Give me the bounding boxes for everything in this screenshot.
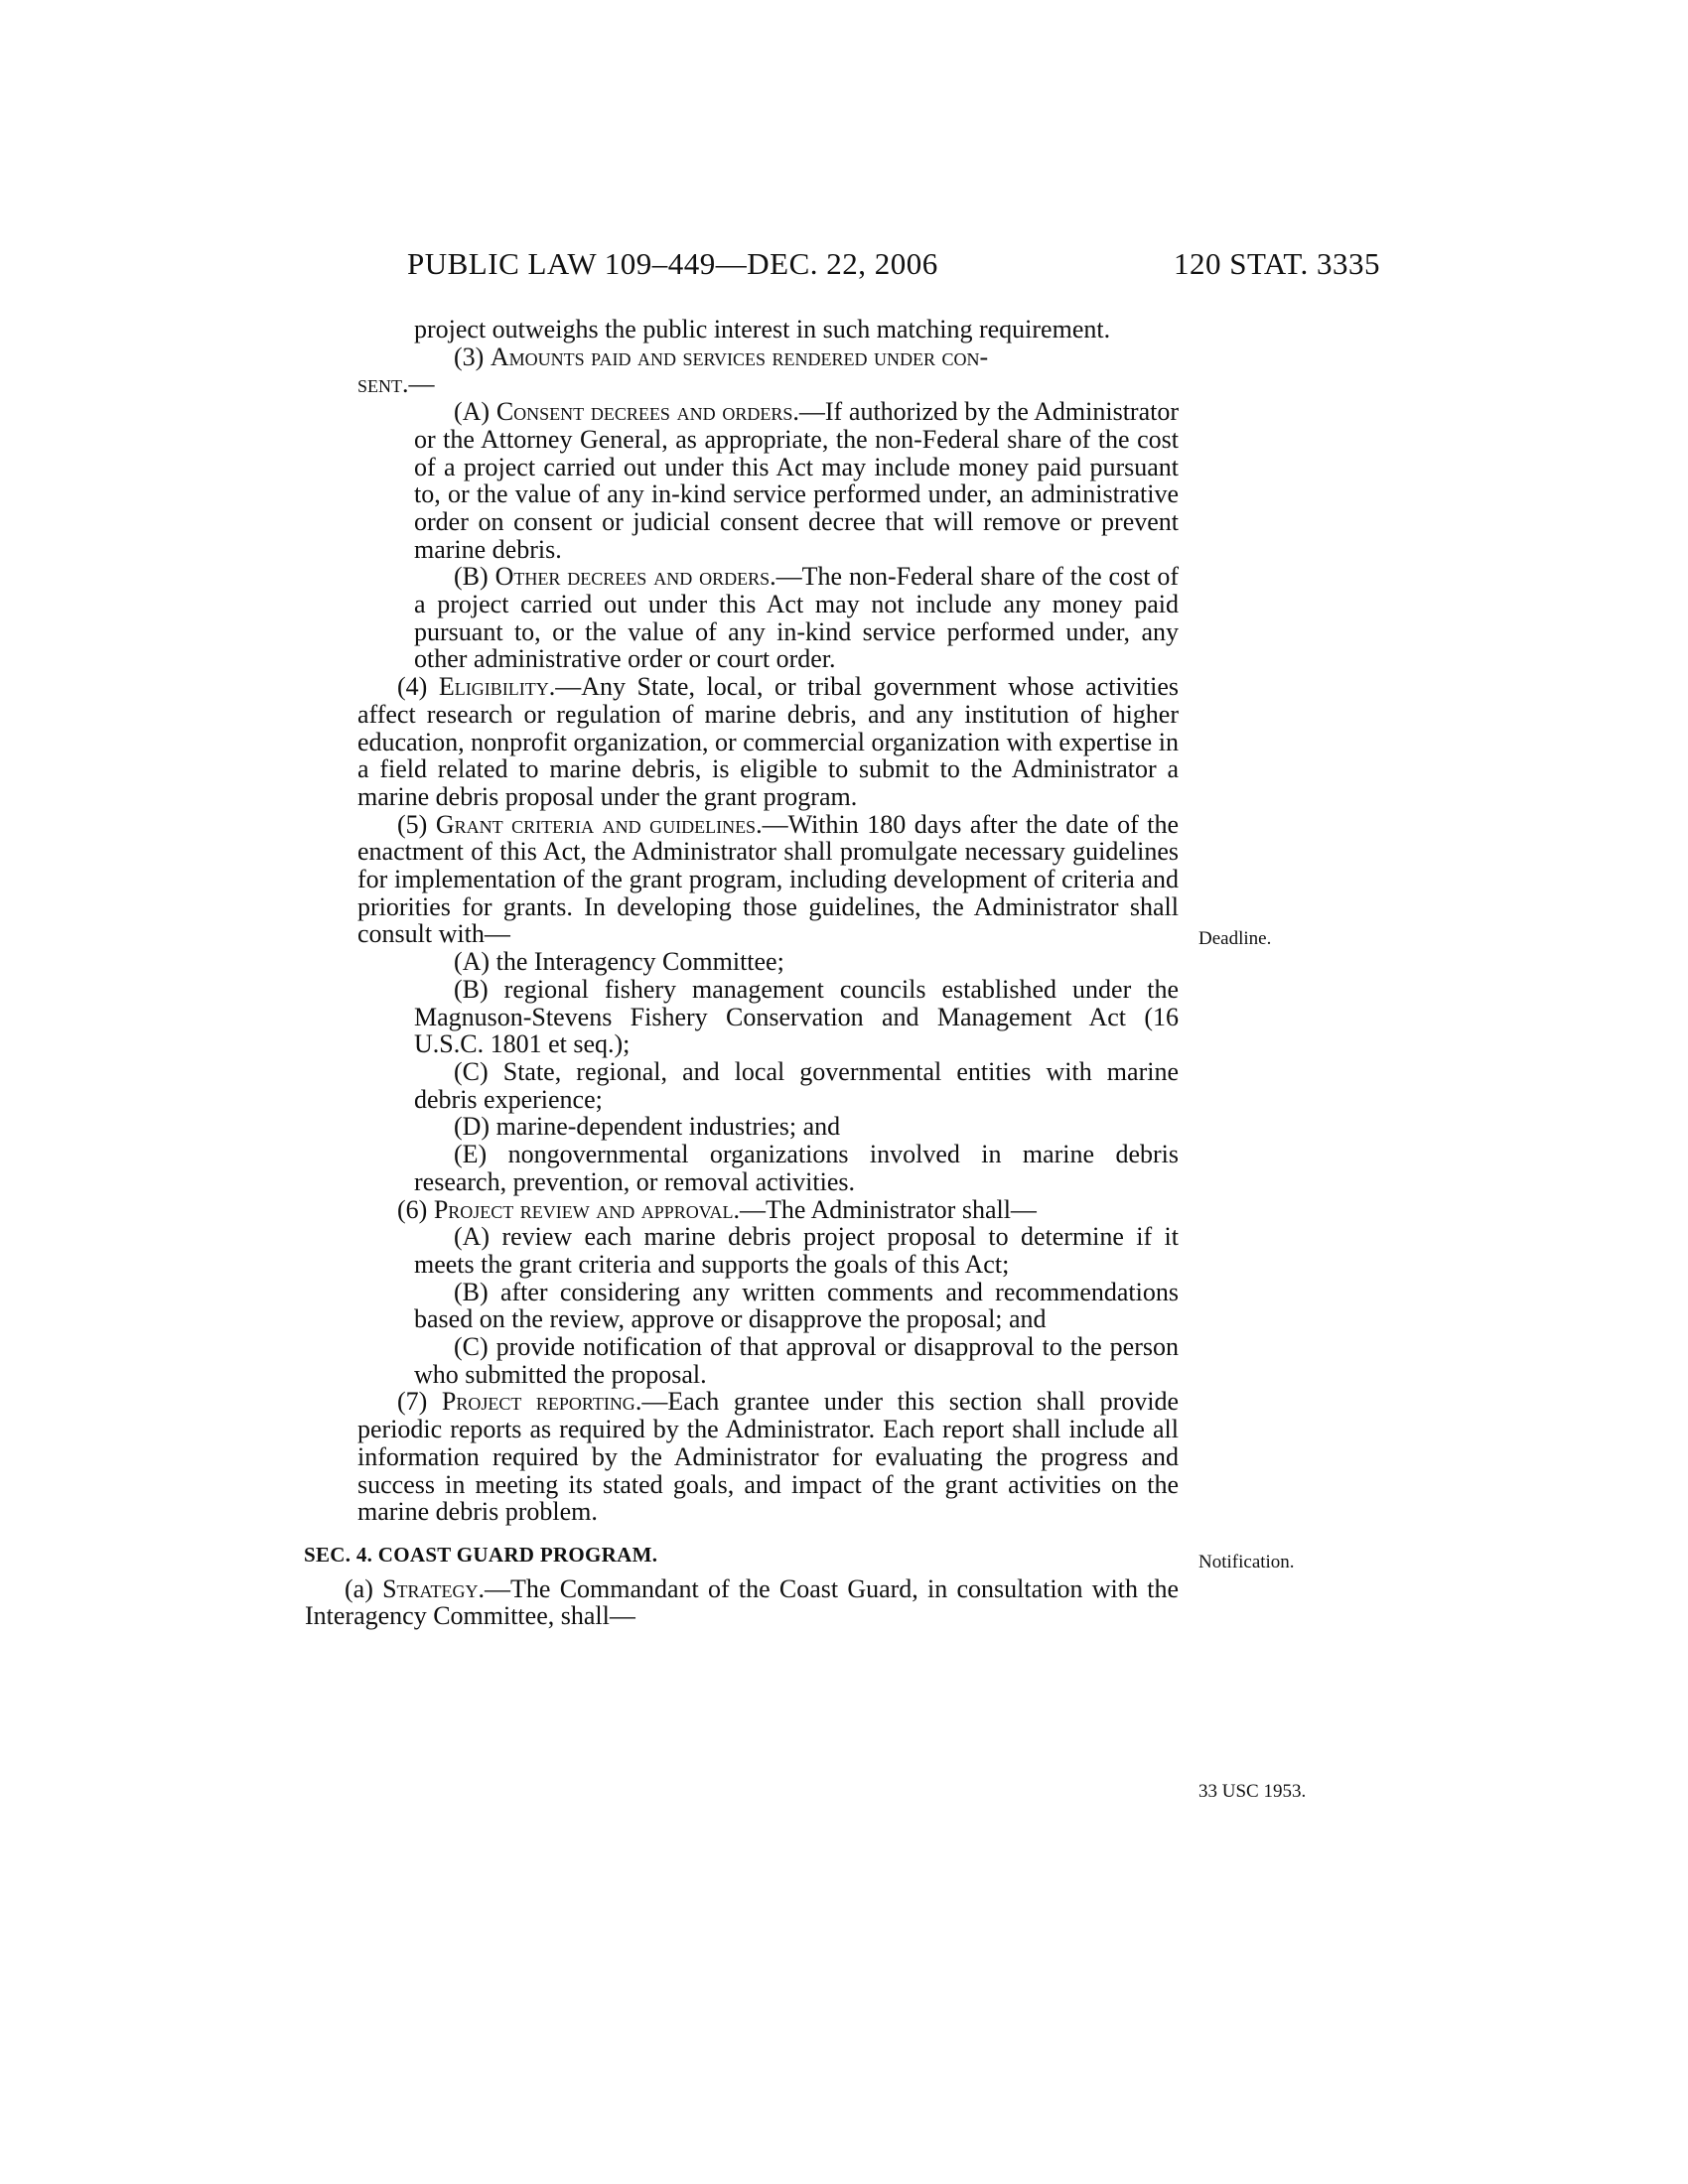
paragraph-3B: (B) Other decrees and orders.—The non-Federal share of the cost of a project carried out under this Act may not include any money paid pursuant to, or the value of any in-kind service performed under, any other administrative order or court order. <box>414 562 1179 674</box>
paragraph-5: (5) Grant criteria and guidelines.—Within 180 days after the date of the enactment of this Act, the Administrator shall promulgate necessary guidelines for implementation of the grant program, including development of criteria and priorities for grants. In developing those guidelines, the Administrator shall consult with— <box>357 809 1180 949</box>
paragraph-5C: (C) State, regional, and local governmental entities with marine debris experience; <box>414 1056 1179 1114</box>
paragraph-3A: (A) Consent decrees and orders.—If authorized by the Administrator or the Attorney General, as appropriate, the non-Federal share of the cost of a project carried out under this Act may include money paid pursuant to, or the value of any in-kind service performed under, an administrative order on consent or judicial consent decree that will remove or prevent marine debris. <box>414 397 1180 564</box>
margin-note-notification: Notification. <box>1198 1552 1295 1572</box>
paragraph-3-heading-cont: sent.— <box>357 369 435 399</box>
page-header <box>407 246 1380 286</box>
subsection-a: (a) Strategy.—The Commandant of the Coast Guard, in consultation with the Interagency Committee, shall— <box>305 1573 1179 1631</box>
paragraph-7: (7) Project reporting.—Each grantee under this section shall provide periodic reports as required by the Administrator. Each report shall include all information required by the Administrator for evaluating the progress and success in meeting its stated goals, and impact of the grant activities on the marine debris problem. <box>357 1387 1179 1527</box>
paragraph-7-heading: Project reporting <box>441 1387 635 1417</box>
header-citation: PUBLIC LAW 109–449—DEC. 22, 2006 <box>407 246 938 281</box>
paragraph-5D: (D) marine-dependent industries; and <box>454 1112 841 1142</box>
paragraph-6: (6) Project review and approval.—The Administrator shall— <box>397 1194 1037 1224</box>
paragraph-5-heading: Grant criteria and guidelines <box>435 809 757 839</box>
paragraph-4: (4) Eligibility.—Any State, local, or tribal government whose activities affect research or regulation of marine debris, and any institution of higher education, nonprofit organization, or commercial organization with expertise in a field related to marine debris, is eligible to submit to the Administrator a marine debris proposal under the grant program. <box>357 672 1180 811</box>
header-page-number: 120 STAT. 3335 <box>1173 246 1380 281</box>
paragraph-6-heading: Project review and approval <box>433 1194 734 1224</box>
paragraph-6C: (C) provide notification of that approval or disapproval to the person who submitted the proposal. <box>414 1332 1179 1389</box>
paragraph-3-heading: Amounts paid and services rendered under con- <box>490 341 989 371</box>
subsection-a-heading: Strategy <box>382 1573 479 1603</box>
paragraph-6B: (B) after considering any written comments and recommendations based on the review, approve or disapprove the proposal; and <box>414 1277 1179 1334</box>
document-body <box>305 316 1179 1630</box>
paragraph-3B-heading: Other decrees and orders <box>494 562 771 592</box>
paragraph-3A-heading: Consent decrees and orders <box>495 397 793 427</box>
paragraph-5A: (A) the Interagency Committee; <box>454 947 784 977</box>
paragraph-3: (3) Amounts paid and services rendered under con- <box>454 341 989 371</box>
paragraph-5B: (B) regional fishery management councils established under the Magnuson-Stevens Fishery Conservation and Management Act (16 U.S.C. 1801 et seq.); <box>414 974 1179 1059</box>
paragraph-6A: (A) review each marine debris project proposal to determine if it meets the grant criteria and supports the goals of this Act; <box>414 1222 1179 1279</box>
paragraph-5E: (E) nongovernmental organizations involved in marine debris research, prevention, or removal activities. <box>414 1140 1179 1196</box>
margin-note-usc: 33 USC 1953. <box>1198 1781 1307 1802</box>
paragraph-4-heading: Eligibility <box>438 672 549 702</box>
section-4-heading: SEC. 4. COAST GUARD PROGRAM. <box>304 1542 658 1567</box>
margin-note-deadline: Deadline. <box>1198 928 1272 949</box>
continued-paragraph: project outweighs the public interest in such matching requirement. <box>414 315 1111 343</box>
